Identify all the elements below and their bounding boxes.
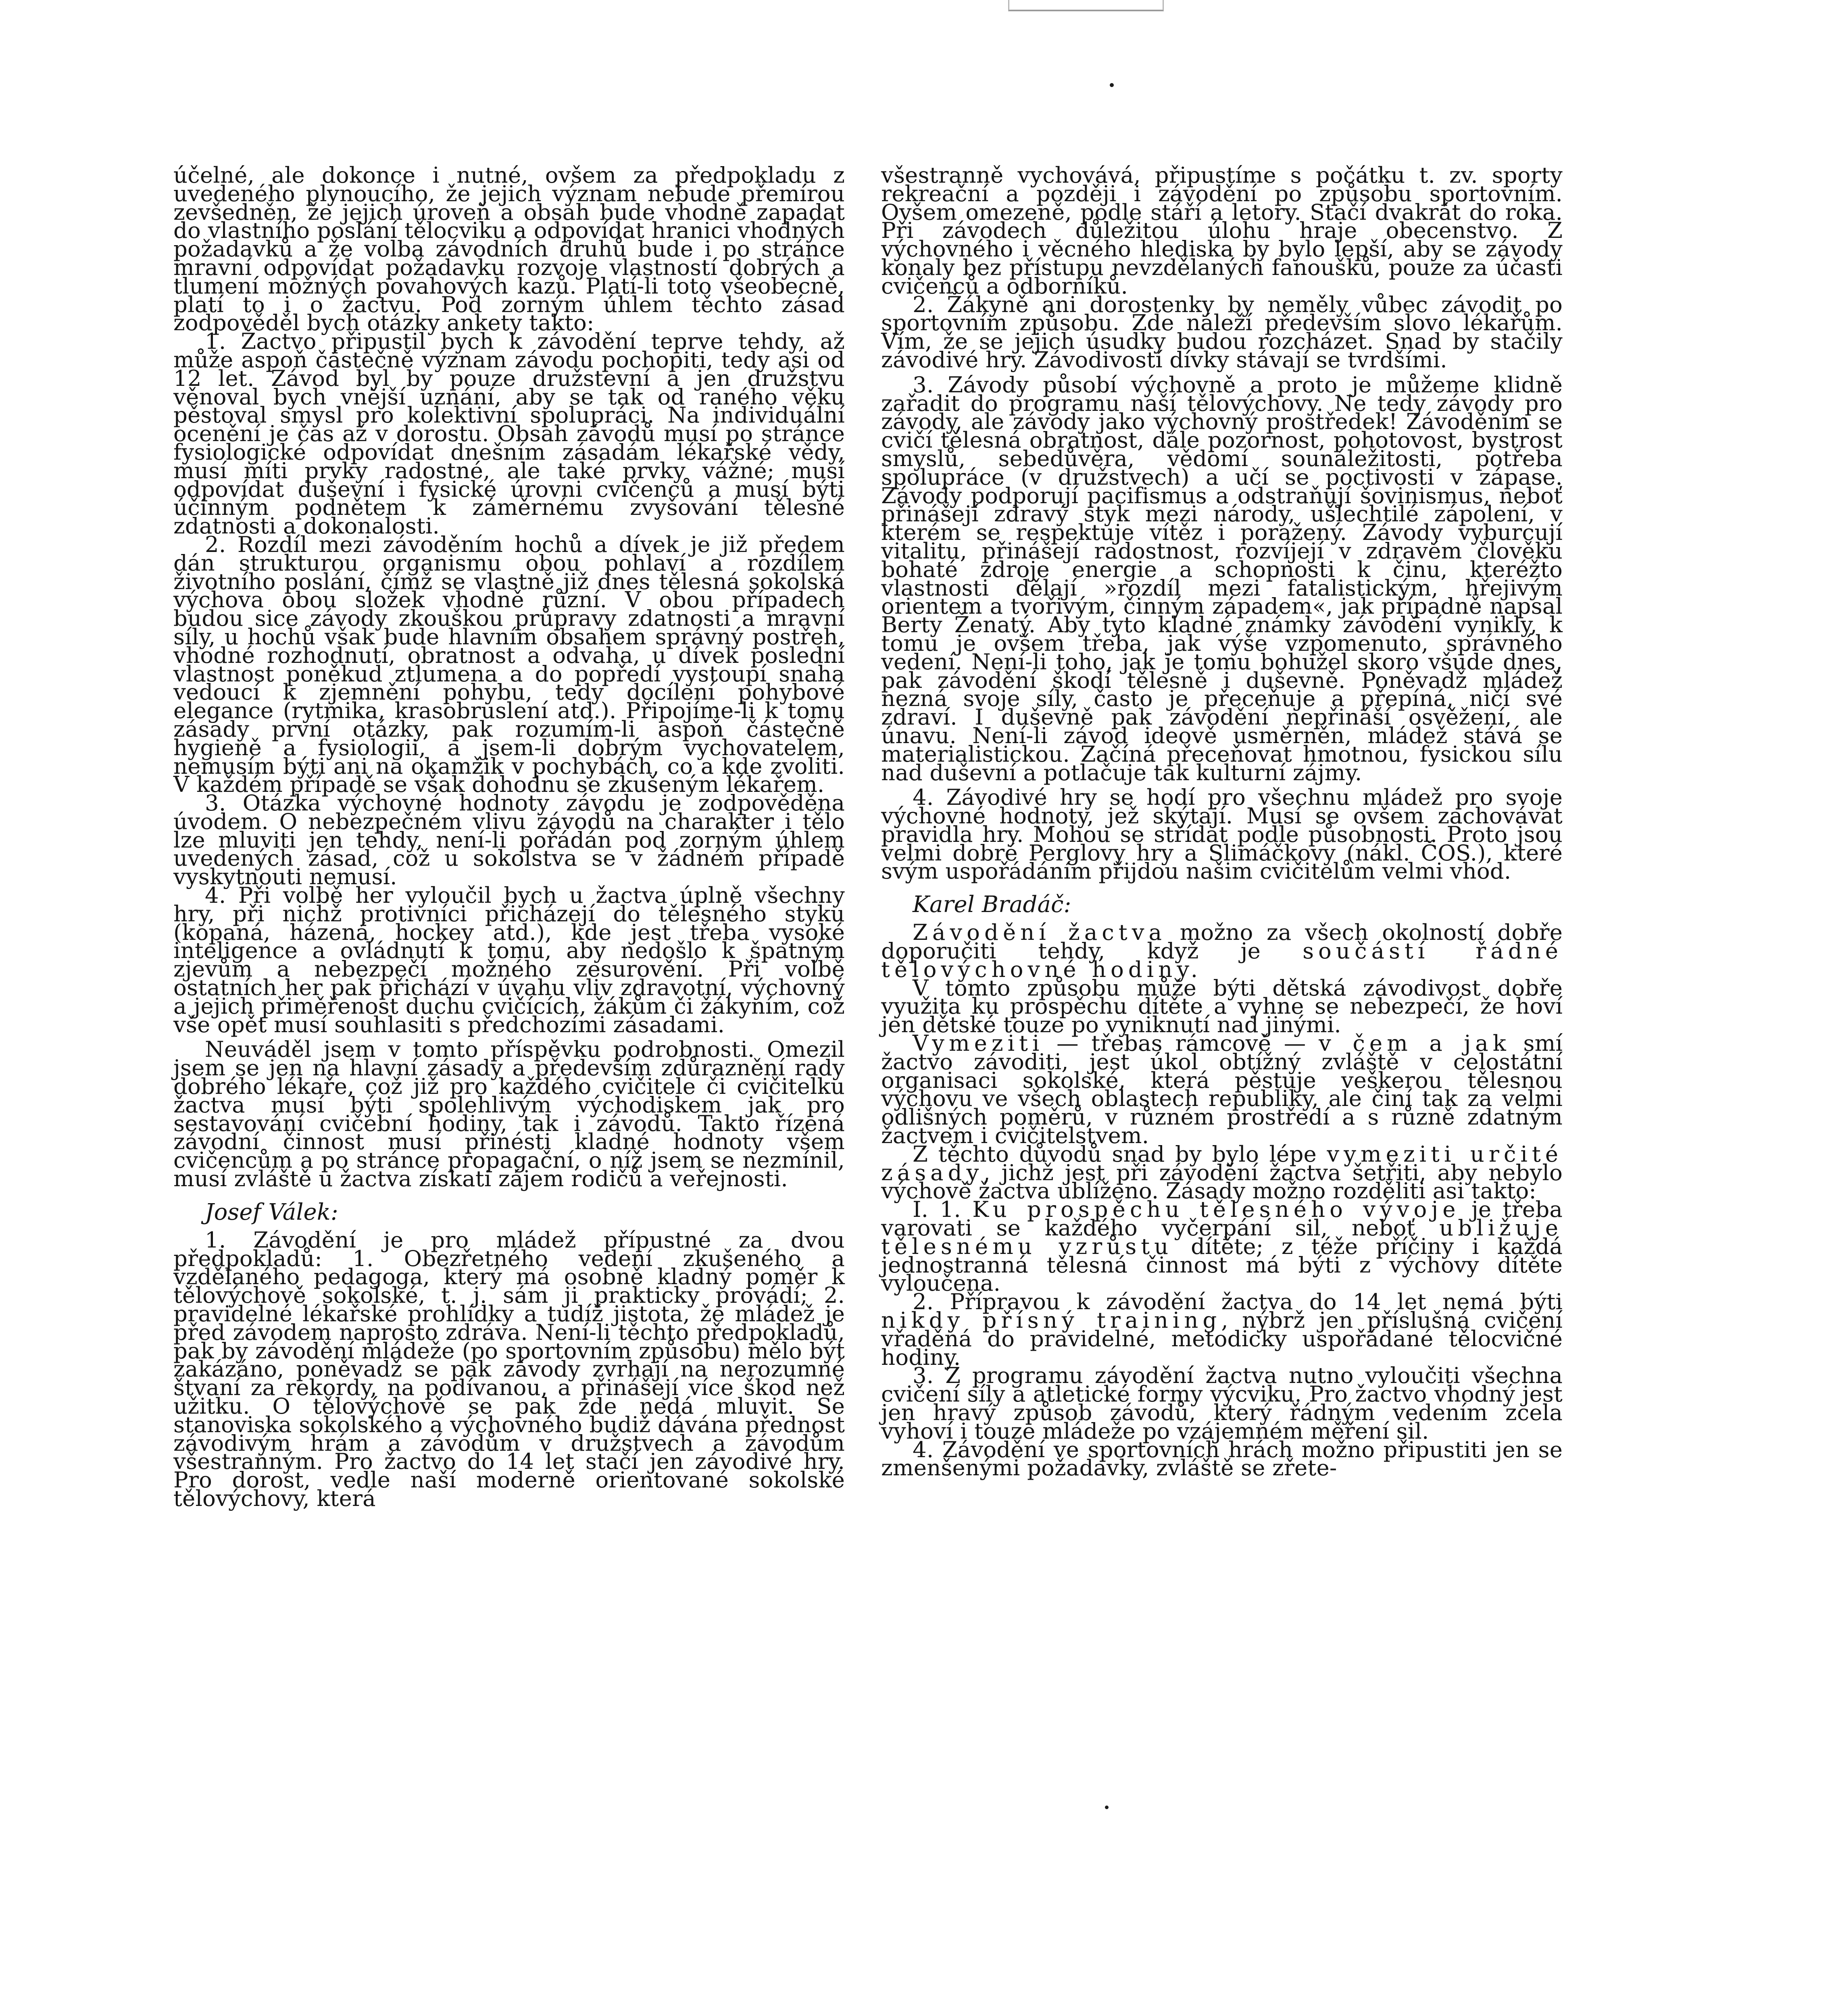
paragraph: všestranně vychovává, připustíme s počátku t. zv. sporty rekreační a později i závodění po způsobu sportovním. Ovšem omezeně, podle stáří a letory. Stačí dvakrát do roka. Při závodech důležitou úlohu hraje obecenstvo. Z výchovného i věcného hlediska by bylo lepší, aby se závody konaly bez přístupu nevzdělaných fanoušků, pouze za účasti cvičenců a odborníků. [881,162,1563,299]
answer-paragraph-2: 2. Rozdíl mezi závoděním hochů a dívek je již předem dán strukturou organismu obou pohlaví a rozdílem životního poslání, čímž se vlastně již dnes tělesná sokolská výchova obou složek vhodně různí. V obou případech budou sice závody zkouškou průpravy zdatnosti a mravní síly, u hochů však bude hlavním obsahem správný postřeh, vhodné rozhodnutí, obratnost a odvaha, u dívek poslední vlastnost poněkud ztlumena a do popředí vystoupí snaha vedoucí k zjemnění pohybu, tedy docílení pohybové elegance (rytmika, krasobruslení atd.). Připojíme-li k tomu zásady první otázky, pak rozumím-li aspoň částečně hygieně a fysiologii, a jsem-li dobrým vychovatelem, nemusím býti ani na okamžik v pochybách, co a kde zvoliti. V každém případě se však dohodnu se zkušeným lékařem. [173,531,845,798]
emphasis-text: součástí řádné tělovýchovné hodiny. [881,938,1563,982]
emphasis-text: vymeziti určité zásady [881,1141,1563,1185]
paragraph [881,1141,1563,1204]
paragraph [881,919,1563,982]
principle-paragraph-3: 3. Z programu závodění žactva nutno vyloučiti všechna cvičení síly a atletické formy výcviku. Pro žactvo vhodný jest jen hravý způsob závodů, který řádným vedením zcela vyhoví i touze mládeže po vzájemném měření sil. [881,1362,1563,1444]
answer-paragraph-2: 2. Žákyně ani dorostenky by neměly vůbec závodit po sportovním způsobu. Zde náleží především slovo lékařům. Vím, že se jejich úsudky budou rozcházet. Snad by stačily závodivé hry. Závodivostí dívky stávají se tvrdšími. [881,291,1563,373]
answer-paragraph-3: 3. Otázka výchovné hodnoty závodu je zodpověděna úvodem. O nebezpečném vlivu závodů na charakter i tělo lze mluviti jen tehdy, není-li pořádán pod zorným úhlem uvedených zásad, což u sokolstva se v žádném případě vyskytnouti nemusí. [173,790,845,890]
emphasis-text: ubližuje tělesnému vzrůstu [881,1215,1563,1259]
text-run: smí žactvo závoditi, jest úkol obtížný zvláště v celostátní organisaci sokolské, která pěstuje veškerou tělesnou výchovu ve všech oblastech republiky, ale činí tak za velmi odlišných poměrů, v různém prostředí a s různě zdatným žactvem i cvičitelstvem. [881,1030,1563,1149]
left-column [173,162,845,1511]
principle-paragraph-4: 4. Závodění ve sportovních hrách možno připustiti jen se zmenšenými požadavky, zvláště se zřete- [881,1436,1563,1481]
text-run: , nýbrž jen příslušná cvičení vřaděná do pravidelné, metodicky uspořádané tělocvičné hodiny. [881,1307,1563,1370]
paragraph: účelné, ale dokonce i nutné, ovšem za předpokladu z uvedeného plynoucího, že jejich význam nebude přemírou zevšedněn, že jejich úroveň a obsah bude vhodně zapadat do vlastního poslání tělocviku a odpovídat hranici vhodných požadavků a že volba závodních druhů bude i po stránce mravní odpovídat požadavku rozvoje vlastností dobrých a tlumení možných povahových kazů. Platí-li toto všeobecně, platí to i o žactvu. Pod zorným úhlem těchto zásad zodpověděl bych otázky ankety takto: [173,162,845,336]
text-run: Z těchto důvodů snad by bylo lépe [913,1141,1327,1167]
principle-paragraph-1 [881,1196,1563,1296]
ink-speck [1110,83,1114,87]
closing-paragraph: Neuváděl jsem v tomto příspěvku podrobnosti. Omezil jsem se jen na hlavní zásady a především zdůraznění rady dobrého lékaře, což již pro každého cvičitele či cvičitelku žactva musí býti spolehlivým východiskem jak pro sestavování cvičební hodiny, tak i závodů. Takto řízená závodní činnost musí přinésti kladné hodnoty všem cvičencům a po stránce propagační, o níž jsem se nezmínil, musí zvláště u žactva získati zájem rodičů a veřejnosti. [173,1036,845,1192]
text-run: I. 1. [913,1196,973,1223]
text-run: — třebas rámcově — [1044,1030,1319,1056]
author-name: Karel Bradáč: [913,891,1071,918]
emphasis-text: v čem a jak [1319,1030,1511,1056]
emphasis-text: Vymeziti [913,1030,1044,1056]
principle-paragraph-2 [881,1289,1563,1370]
text-run: , jichž jest při závodění žactva šetřiti, aby nebylo výchově žactva ublíženo. Zásady možno rozděliti asi takto: [881,1159,1563,1204]
answer-paragraph-1: 1. Žactvo připustil bych k závodění teprve tehdy, až může aspoň částečně význam závodu pochopiti, tedy asi od 12 let. Závod byl by pouze družstevní a jen družstvu věnoval bych vnější uznání, aby se tak od raného věku pěstoval smysl pro kolektivní spolupráci. Na individuální ocenění je čas až v dorostu. Obsah závodů musí po stránce fysiologické odpovídat dnešním zásadám lékařské vědy, musí míti prvky radostné, ale také prvky vážné; musí odpovídat duševní i fysické úrovni cvičenců a musí býti účinným podnětem k záměrnému zvyšování tělesné zdatnosti a dokonalosti. [173,328,845,539]
answer-paragraph-4: 4. Při volbě her vyloučil bych u žactva úplně všechny hry, při nichž protivníci přicházejí do tělesného styku (kopaná, házená, hockey atd.), kde jest třeba vysoké inteligence a ovládnutí k tomu, aby nedošlo k špatným zjevům a nebezpečí možného zesurovění. Při volbě ostatních her pak přichází v úvahu vliv zdravotní, výchovný a jejich přiměřenost duchu cvičících, žákům či žákyním, což vše opět musí souhlasiti s předchozími zásadami. [173,882,845,1037]
paragraph: 1. Závodění je pro mládež přípustné za dvou předpokladů: 1. Obezřetného vedení zkušeného a vzdělaného pedagoga, který má osobně kladný poměr k tělovýchově sokolské, t. j. sám ji prakticky provádí; 2. pravidelné lékařské prohlídky a tudíž jistota, že mládež je před závodem naprosto zdráva. Není-li těchto předpokladů, pak by závodění mládeže (po sportovním způsobu) mělo být zakázáno, poněvadž se pak závody zvrhají na nerozumné štvaní za rekordy, na podívanou, a přinášejí více škod než užitku. O tělovýchově se pak zde nedá mluvit. Se stanoviska sokolského a výchovného budiž dávána přednost závodivým hrám a závodům v družstvech a závodům všestranným. Pro žactvo do 14 let stačí jen závodivé hry. Pro dorost, vedle naší moderně orientované sokolské tělovýchovy, která [173,1227,845,1511]
author-name: Josef Válek: [205,1199,338,1225]
paragraph [881,1030,1563,1149]
answer-paragraph-4: 4. Závodivé hry se hodí pro všechnu mládež pro svoje výchovné hodnoty, jež skýtají. Musí se ovšem zachovávat pravidla hry. Mohou se střídat podle působnosti. Proto jsou velmi dobré Perglovy hry a Slimáčkovy (nákl. ČOS.), které svým uspořádáním přijdou našim cvičitelům velmi vhod. [881,784,1563,884]
text-run: možno za všech okolností dobře doporučiti tehdy, když je [881,919,1563,964]
right-column [881,162,1563,1481]
emphasis-text: nikdy přísný training [881,1307,1221,1333]
text-run: je třeba varovati se každého vyčerpání sil, neboť [881,1196,1563,1241]
ink-speck [1105,1806,1109,1809]
scan-border-mark [1008,0,1164,11]
answer-paragraph-3: 3. Závody působí výchovně a proto je můžeme klidně zařadit do programu naší tělovýchovy. Ne tedy závody pro závody, ale závody jako výchovný prostředek! Závoděním se cvičí tělesná obratnost, dále pozornost, pohotovost, bystrost smyslů, sebedůvěra, vědomí sounáležitosti, potřeba spolupráce (v družstvech) a učí se poctivosti v zápase. Závody podporují pacifismus a odstraňují šovinismus, neboť přinášejí zdravý styk mezi národy, ušlechtilé zápolení, v kterém se respektuje vítěz i poražený. Závody vyburcují vitalitu, přinášejí radostnost, rozvíjejí v zdravém člověku bohaté zdroje energie a schopnosti k činu, kteréžto vlastnosti dělají »rozdíl mezi fatalistickým, hřejivým orientem a tvořivým, činným západem«, jak případně napsal Berty Ženatý. Aby tyto kladné známky závodění vynikly, k tomu je ovšem třeba, jak výše vzpomenuto, správného vedení. Není-li toho, jak je tomu bohužel skoro všude dnes, pak závodění škodí tělesně i duševně. Poněvadž mládež nezná svoje síly, často je přeceňuje a přepíná, ničí své zdraví. I duševně pak závodění nepřináší osvěžení, ale únavu. Není-li závod ideově usměrněn, mládež stává se materialistickou. Začíná přeceňovat hmotnou, fysickou sílu nad duševní a potlačuje tak kulturní zájmy. [881,371,1563,785]
emphasis-text: Ku prospěchu tělesného vývoje [972,1196,1460,1223]
emphasis-text: Závodění žactva [913,919,1166,946]
paragraph: V tomto způsobu může býti dětská závodivost dobře využita ku prospěchu dítěte a vyhne se nebezpečí, že hoví jen dětské touze po vyniknutí nad jinými. [881,975,1563,1038]
text-run: dítěte; z téže příčiny i každá jednostranná tělesná činnost má býti z výchovy dítěte vyloučena. [881,1233,1563,1296]
text-run: 2. Přípravou k závodění žactva do 14 let nemá býti [913,1289,1563,1315]
